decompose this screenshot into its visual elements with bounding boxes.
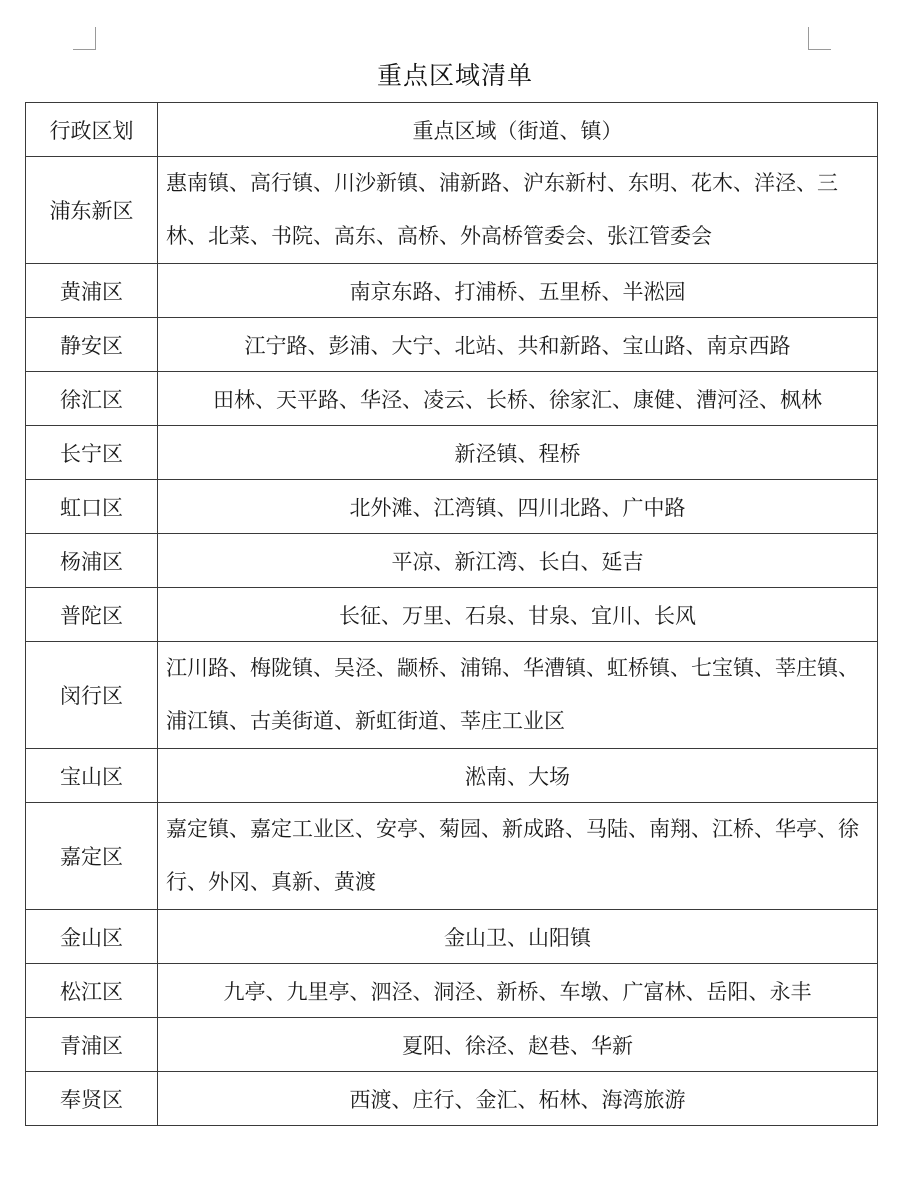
areas-cell: 九亭、九里亭、泗泾、洞泾、新桥、车墩、广富林、岳阳、永丰 (158, 964, 878, 1018)
areas-cell: 淞南、大场 (158, 749, 878, 803)
areas-cell: 西渡、庄行、金汇、柘林、海湾旅游 (158, 1072, 878, 1126)
table-row (26, 1072, 878, 1126)
table-row (26, 318, 878, 372)
header-district: 行政区划 (26, 103, 158, 157)
table-row (26, 642, 878, 749)
table-row (26, 264, 878, 318)
district-cell: 杨浦区 (26, 534, 158, 588)
district-cell: 静安区 (26, 318, 158, 372)
district-cell: 松江区 (26, 964, 158, 1018)
areas-cell: 长征、万里、石泉、甘泉、宜川、长风 (158, 588, 878, 642)
areas-cell: 金山卫、山阳镇 (158, 910, 878, 964)
table-row (26, 157, 878, 264)
district-cell: 普陀区 (26, 588, 158, 642)
page-corner-mark-right (808, 27, 831, 50)
table-row (26, 426, 878, 480)
district-cell: 金山区 (26, 910, 158, 964)
table-header-row (26, 103, 878, 157)
page-corner-mark-left (73, 27, 96, 50)
regions-table (25, 102, 878, 1126)
table-row (26, 588, 878, 642)
document-title: 重点区域清单 (376, 61, 533, 90)
district-cell: 虹口区 (26, 480, 158, 534)
table-row (26, 534, 878, 588)
areas-cell: 江宁路、彭浦、大宁、北站、共和新路、宝山路、南京西路 (158, 318, 878, 372)
district-cell: 嘉定区 (26, 803, 158, 910)
areas-cell: 夏阳、徐泾、赵巷、华新 (158, 1018, 878, 1072)
table-row (26, 803, 878, 910)
district-cell: 黄浦区 (26, 264, 158, 318)
areas-cell: 平凉、新江湾、长白、延吉 (158, 534, 878, 588)
table-row (26, 480, 878, 534)
areas-cell: 新泾镇、程桥 (158, 426, 878, 480)
table-row (26, 372, 878, 426)
district-cell: 宝山区 (26, 749, 158, 803)
header-areas: 重点区域（街道、镇） (158, 103, 878, 157)
table-row (26, 964, 878, 1018)
areas-cell: 北外滩、江湾镇、四川北路、广中路 (158, 480, 878, 534)
areas-cell: 田林、天平路、华泾、凌云、长桥、徐家汇、康健、漕河泾、枫林 (158, 372, 878, 426)
district-cell: 奉贤区 (26, 1072, 158, 1126)
areas-cell: 江川路、梅陇镇、吴泾、颛桥、浦锦、华漕镇、虹桥镇、七宝镇、莘庄镇、浦江镇、古美街道、新虹街道、莘庄工业区 (158, 642, 878, 749)
district-cell: 徐汇区 (26, 372, 158, 426)
district-cell: 长宁区 (26, 426, 158, 480)
areas-cell: 嘉定镇、嘉定工业区、安亭、菊园、新成路、马陆、南翔、江桥、华亭、徐行、外冈、真新、黄渡 (158, 803, 878, 910)
district-cell: 浦东新区 (26, 157, 158, 264)
areas-cell: 南京东路、打浦桥、五里桥、半淞园 (158, 264, 878, 318)
table-row (26, 749, 878, 803)
table-row (26, 1018, 878, 1072)
table-row (26, 910, 878, 964)
district-cell: 闵行区 (26, 642, 158, 749)
district-cell: 青浦区 (26, 1018, 158, 1072)
areas-cell: 惠南镇、高行镇、川沙新镇、浦新路、沪东新村、东明、花木、洋泾、三林、北菜、书院、高东、高桥、外高桥管委会、张江管委会 (158, 157, 878, 264)
